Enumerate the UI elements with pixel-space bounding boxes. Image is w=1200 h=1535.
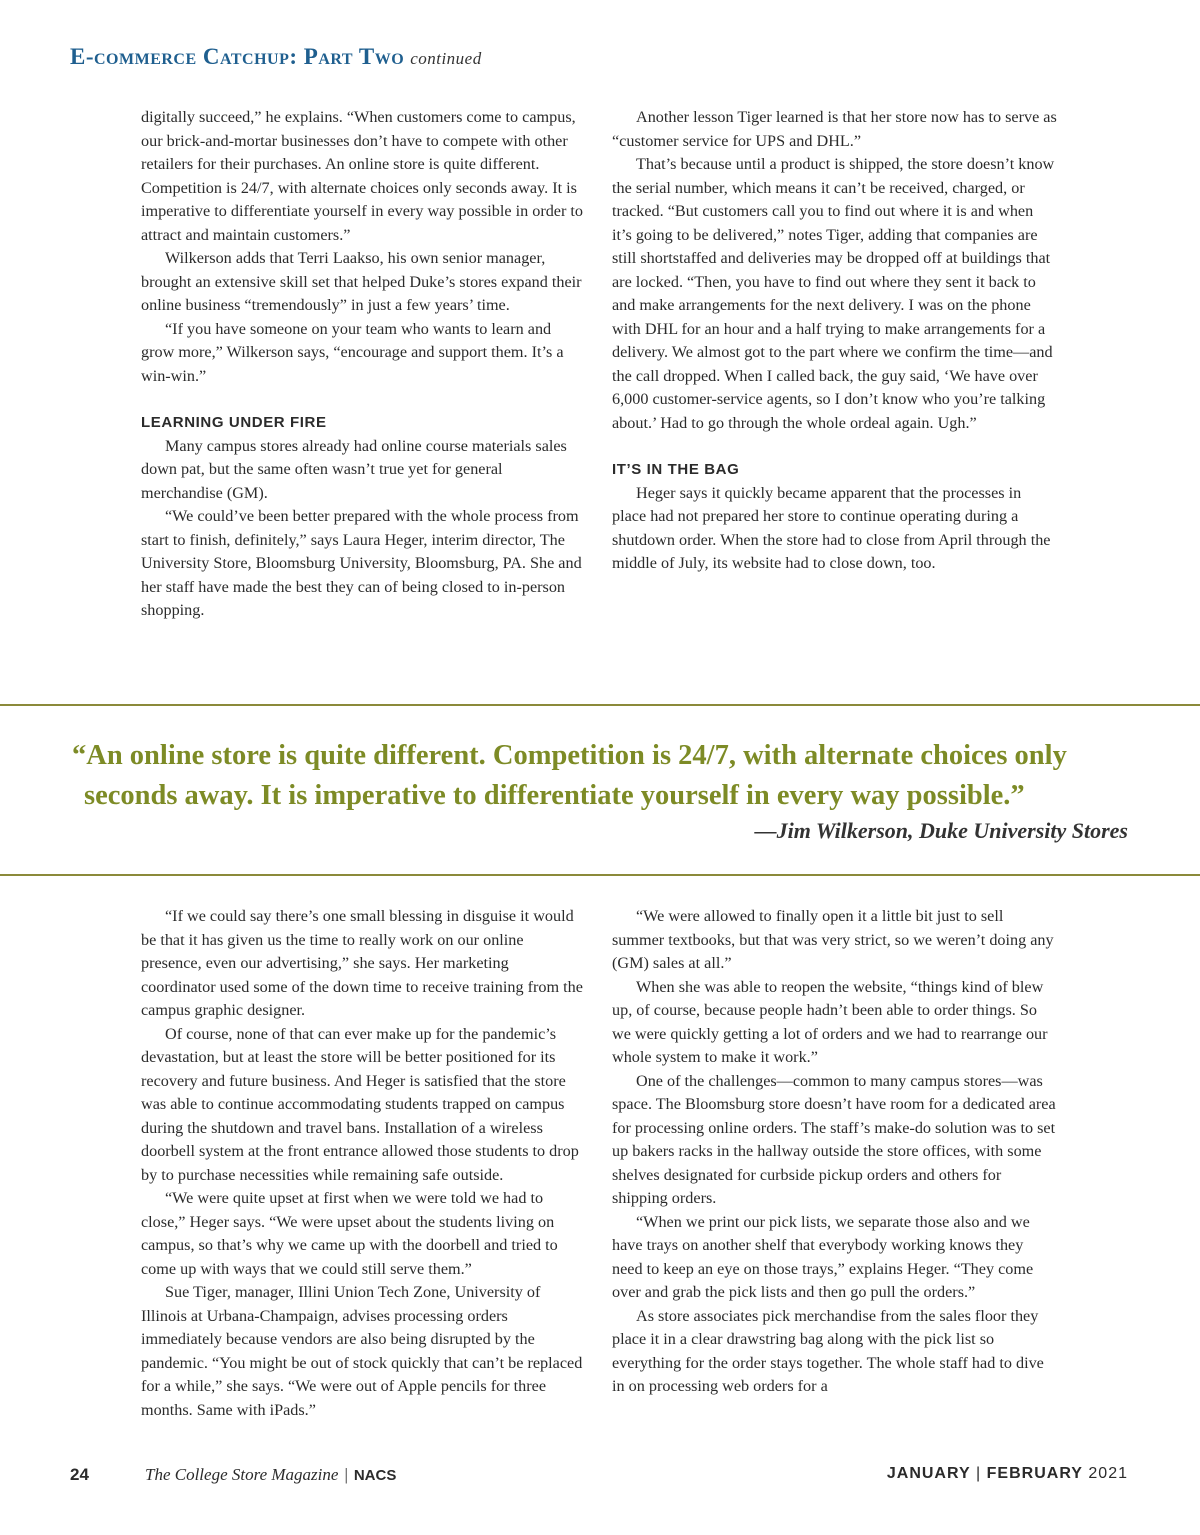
- paragraph: Another lesson Tiger learned is that her store now has to serve as “customer service for UPS and DHL.”: [612, 108, 1057, 150]
- running-header: [70, 44, 482, 70]
- footer-separator: |: [344, 1465, 348, 1484]
- issue-date: JANUARY | FEBRUARY 2021: [886, 1465, 1128, 1482]
- paragraph: Of course, none of that can ever make up for the pandemic’s devastation, but at least the store will be better positioned for its recovery and future business. And Heger is satisfied that the store was able to continue accommodating students trapped on campus during the shutdown and travel bans. Installation of a wireless doorbell system at the front entrance allowed those students to drop by to purchase necessities while remaining safe outside.: [141, 1024, 579, 1184]
- issue-month: JANUARY: [886, 1465, 971, 1482]
- paragraph: digitally succeed,” he explains. “When customers come to campus, our brick-and-mortar businesses don’t have to compete with other retailers for their purchases. An online store is quite different. Competition is 24/7, with alternate choices only seconds away. It is imperative to differentiate yourself in every way possible in order to attract and maintain customers.”: [141, 108, 584, 244]
- paragraph: Heger says it quickly became apparent that the processes in place had not prepared her store to continue operating during a shutdown order. When the store had to close from April through the middle of July, its website had to close down, too.: [612, 483, 1051, 572]
- bottom-right-column: [612, 905, 1057, 1399]
- paragraph: “If you have someone on your team who wants to learn and grow more,” Wilkerson says, “encourage and support them. It’s a win-win.”: [141, 319, 564, 385]
- paragraph: Sue Tiger, manager, Illini Union Tech Zone, University of Illinois at Urbana-Champaign, advises processing orders immediately because vendors are also being disrupted by the pandemic. “You might be out of stock quickly that can’t be replaced for a while,” she says. “We were out of Apple pencils for three months. Same with iPads.”: [141, 1283, 583, 1419]
- paragraph: “We could’ve been better prepared with the whole process from start to finish, definitely,” says Laura Heger, interim director, The University Store, Bloomsburg University, Bloomsburg, PA. She and her staff have made the best they can of being closed to in-person shopping.: [141, 507, 582, 619]
- section-heading: LEARNING UNDER FIRE: [141, 414, 327, 431]
- page-footer: [70, 1465, 1128, 1491]
- paragraph: “If we could say there’s one small blessing in disguise it would be that it has given us the time to really work on our online presence, even our advertising,” she says. Her marketing coordinator used some of the down time to receive training from the campus graphic designer.: [141, 907, 583, 1019]
- magazine-title: The College Store Magazine: [145, 1465, 339, 1484]
- pull-quote: [0, 704, 1200, 876]
- paragraph: “We were quite upset at first when we were told we had to close,” Heger says. “We were upset about the students living on campus, so that’s why we came up with the doorbell and tried to come up with ways that we could still serve them.”: [141, 1189, 558, 1278]
- paragraph: When she was able to reopen the website, “things kind of blew up, of course, because people hadn’t been able to order things. So we were quickly getting a lot of orders and we had to rearrange our whole system to make it work.”: [612, 977, 1048, 1066]
- top-left-column: [141, 106, 586, 623]
- magazine-name: [145, 1465, 396, 1485]
- top-right-column: [612, 106, 1057, 576]
- issue-year: 2021: [1088, 1465, 1128, 1482]
- paragraph: As store associates pick merchandise from the sales floor they place it in a clear drawstring bag along with the pick list so everything for the order stays together. The whole staff had to dive in on processing web orders for a: [612, 1306, 1044, 1395]
- paragraph: “When we print our pick lists, we separate those also and we have trays on another shelf that everybody working knows they need to keep an eye on those trays,” explains Heger. “They come over and grab the pick lists and then go pull the orders.”: [612, 1212, 1034, 1301]
- header-title: E-commerce Catchup: Part Two: [70, 44, 405, 69]
- paragraph: Many campus stores already had online course materials sales down pat, but the same often wasn’t true yet for general merchandise (GM).: [141, 436, 567, 502]
- pull-quote-text: [72, 736, 1172, 816]
- issue-month-2: FEBRUARY: [986, 1465, 1083, 1482]
- paragraph: One of the challenges—common to many campus stores—was space. The Bloomsburg store doesn’t have room for a dedicated area for processing online orders. The staff’s make-do solution was to set up bakers racks in the hallway outside the store offices, with some shelves designated for curbside pickup orders and others for shipping orders.: [612, 1071, 1056, 1207]
- paragraph: “We were allowed to finally open it a little bit just to sell summer textbooks, but that was very strict, so we weren’t doing any (GM) sales at all.”: [612, 907, 1054, 972]
- pull-quote-line: “An online store is quite different. Competition is 24/7, with alternate choices only: [72, 740, 1067, 771]
- publisher-name: NACS: [353, 1467, 397, 1484]
- paragraph: Wilkerson adds that Terri Laakso, his own senior manager, brought an extensive skill set that helped Duke’s stores expand their online business “tremendously” in just a few years’ time.: [141, 249, 582, 314]
- pull-quote-attribution: —Jim Wilkerson, Duke University Stores: [754, 818, 1128, 843]
- pull-quote-line: seconds away. It is imperative to differentiate yourself in every way possible.”: [84, 780, 1025, 811]
- section-heading: IT’S IN THE BAG: [612, 461, 740, 478]
- bottom-left-column: [141, 905, 586, 1422]
- page-number: 24: [70, 1465, 89, 1484]
- header-continued: continued: [410, 49, 482, 68]
- paragraph: That’s because until a product is shipped, the store doesn’t know the serial number, which means it can’t be received, charged, or tracked. “But customers call you to find out where it is and when it’s going to be delivered,” notes Tiger, adding that companies are still shortstaffed and deliveries may be dropped off at buildings that are locked. “Then, you have to find out where they sent it back to and make arrangements for the next delivery. I was on the phone with DHL for an hour and a half trying to make arrangements for a delivery. We almost got to the part where we confirm the time—and the call dropped. When I called back, the guy said, ‘We have over 6,000 customer-service agents, so I don’t know who you’re talking about.’ Had to go through the whole ordeal again. Ugh.”: [612, 155, 1055, 432]
